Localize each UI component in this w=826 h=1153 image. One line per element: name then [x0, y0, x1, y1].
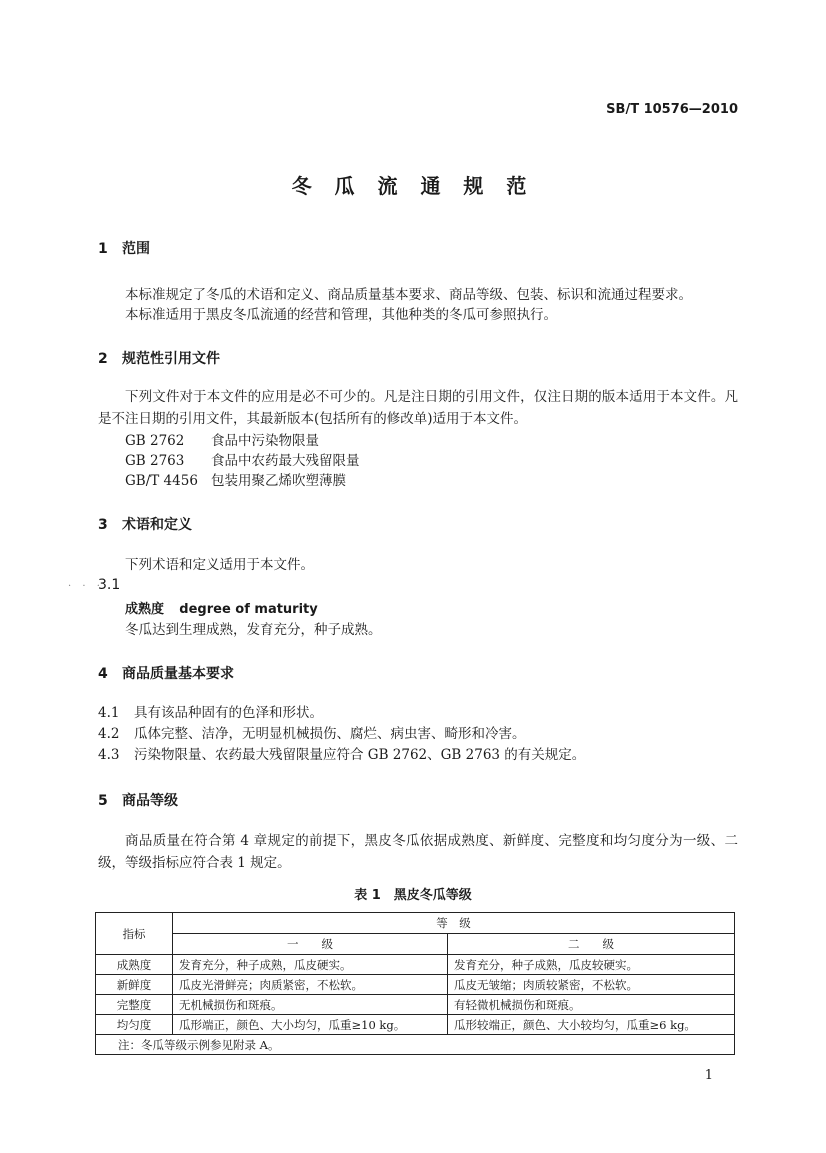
table-note: 注：冬瓜等级示例参见附录 A。	[96, 1035, 735, 1055]
reference-name: 食品中农药最大残留限量	[211, 453, 360, 469]
table-row	[96, 995, 735, 1015]
reference-code: GB 2763	[125, 453, 185, 469]
section-title: 商品质量基本要求	[122, 666, 234, 682]
grade-2-cell: 有轻微机械损伤和斑痕。	[448, 995, 735, 1015]
reference-code: GB 2762	[125, 433, 185, 449]
section-title: 范围	[122, 241, 150, 257]
section-number: 2	[98, 351, 108, 367]
grade-2-cell: 发育充分，种子成熟，瓜皮较硬实。	[448, 955, 735, 975]
item-number: 4.1	[98, 705, 120, 721]
item-text: 具有该品种固有的色泽和形状。	[134, 705, 323, 721]
standard-number: SB/T 10576—2010	[606, 102, 738, 117]
row-indicator: 完整度	[96, 995, 173, 1015]
grade-1-cell: 发育充分，种子成熟，瓜皮硬实。	[173, 955, 448, 975]
column-header-grade: 等 级	[173, 913, 735, 934]
section-number: 3	[98, 517, 108, 533]
section-number: 4	[98, 666, 108, 682]
section-5-heading	[98, 790, 178, 810]
row-indicator: 均匀度	[96, 1015, 173, 1035]
item-text: 瓜体完整、洁净，无明显机械损伤、腐烂、病虫害、畸形和冷害。	[134, 726, 526, 742]
scan-artifact-dots: · · ·	[68, 581, 104, 592]
term-english: degree of maturity	[179, 602, 318, 617]
section-number: 5	[98, 793, 108, 809]
section-title: 商品等级	[122, 793, 178, 809]
grade-1-cell: 无机械损伤和斑痕。	[173, 995, 448, 1015]
reference-name: 包装用聚乙烯吹塑薄膜	[211, 473, 346, 489]
section-4-heading	[98, 663, 234, 683]
section-3-heading	[98, 514, 192, 534]
grade-1-cell: 瓜皮光滑鲜亮；肉质紧密，不松软。	[173, 975, 448, 995]
page-number: 1	[704, 1068, 713, 1083]
term-chinese: 成熟度	[125, 602, 165, 617]
row-indicator: 成熟度	[96, 955, 173, 975]
requirement-item	[98, 703, 323, 723]
grade-1-cell: 瓜形端正，颜色、大小均匀，瓜重≥10 kg。	[173, 1015, 448, 1035]
column-header-grade-1: 一 级	[173, 934, 448, 955]
item-text: 污染物限量、农药最大残留限量应符合 GB 2762、GB 2763 的有关规定。	[134, 747, 586, 763]
requirement-item	[98, 745, 585, 765]
reference-item	[125, 451, 360, 471]
grade-2-cell: 瓜皮无皱缩；肉质较紧密，不松软。	[448, 975, 735, 995]
table-note-row	[96, 1035, 735, 1055]
section-2-heading	[98, 348, 220, 368]
table-row	[96, 975, 735, 995]
term-entry	[125, 598, 318, 617]
requirement-item	[98, 724, 526, 744]
section-2-paragraph: 下列文件对于本文件的应用是必不可少的。凡是注日期的引用文件，仅注日期的版本适用于本文件。凡是不注日期的引用文件，其最新版本(包括所有的修改单)适用于本文件。	[98, 389, 738, 427]
item-number: 4.2	[98, 726, 120, 742]
section-title: 规范性引用文件	[122, 351, 220, 367]
table-row	[96, 1015, 735, 1035]
table-row	[96, 955, 735, 975]
section-title: 术语和定义	[122, 517, 192, 533]
document-title: 冬 瓜 流 通 规 范	[291, 174, 535, 198]
section-1-heading	[98, 238, 150, 258]
section-number: 1	[98, 241, 108, 257]
reference-item	[125, 431, 319, 451]
reference-item	[125, 471, 346, 491]
term-definition: 冬瓜达到生理成熟，发育充分，种子成熟。	[125, 622, 382, 638]
table-caption: 表 1 黑皮冬瓜等级	[354, 888, 472, 903]
reference-code: GB/T 4456	[125, 473, 198, 489]
column-header-indicator: 指标	[96, 913, 173, 955]
subsection-number: 3.1	[98, 577, 121, 593]
row-indicator: 新鲜度	[96, 975, 173, 995]
column-header-grade-2: 二 级	[448, 934, 735, 955]
section-1-paragraph-1: 本标准规定了冬瓜的术语和定义、商品质量基本要求、商品等级、包装、标识和流通过程要求。	[125, 287, 692, 303]
section-3-paragraph: 下列术语和定义适用于本文件。	[125, 557, 314, 573]
grade-2-cell: 瓜形较端正，颜色、大小较均匀，瓜重≥6 kg。	[448, 1015, 735, 1035]
item-number: 4.3	[98, 747, 120, 763]
section-5-paragraph: 商品质量在符合第 4 章规定的前提下，黑皮冬瓜依据成熟度、新鲜度、完整度和均匀度分为一级、二级，等级指标应符合表 1 规定。	[98, 833, 738, 871]
reference-name: 食品中污染物限量	[211, 433, 319, 449]
section-1-paragraph-2: 本标准适用于黑皮冬瓜流通的经营和管理，其他种类的冬瓜可参照执行。	[125, 307, 557, 323]
grade-table	[95, 912, 735, 1055]
